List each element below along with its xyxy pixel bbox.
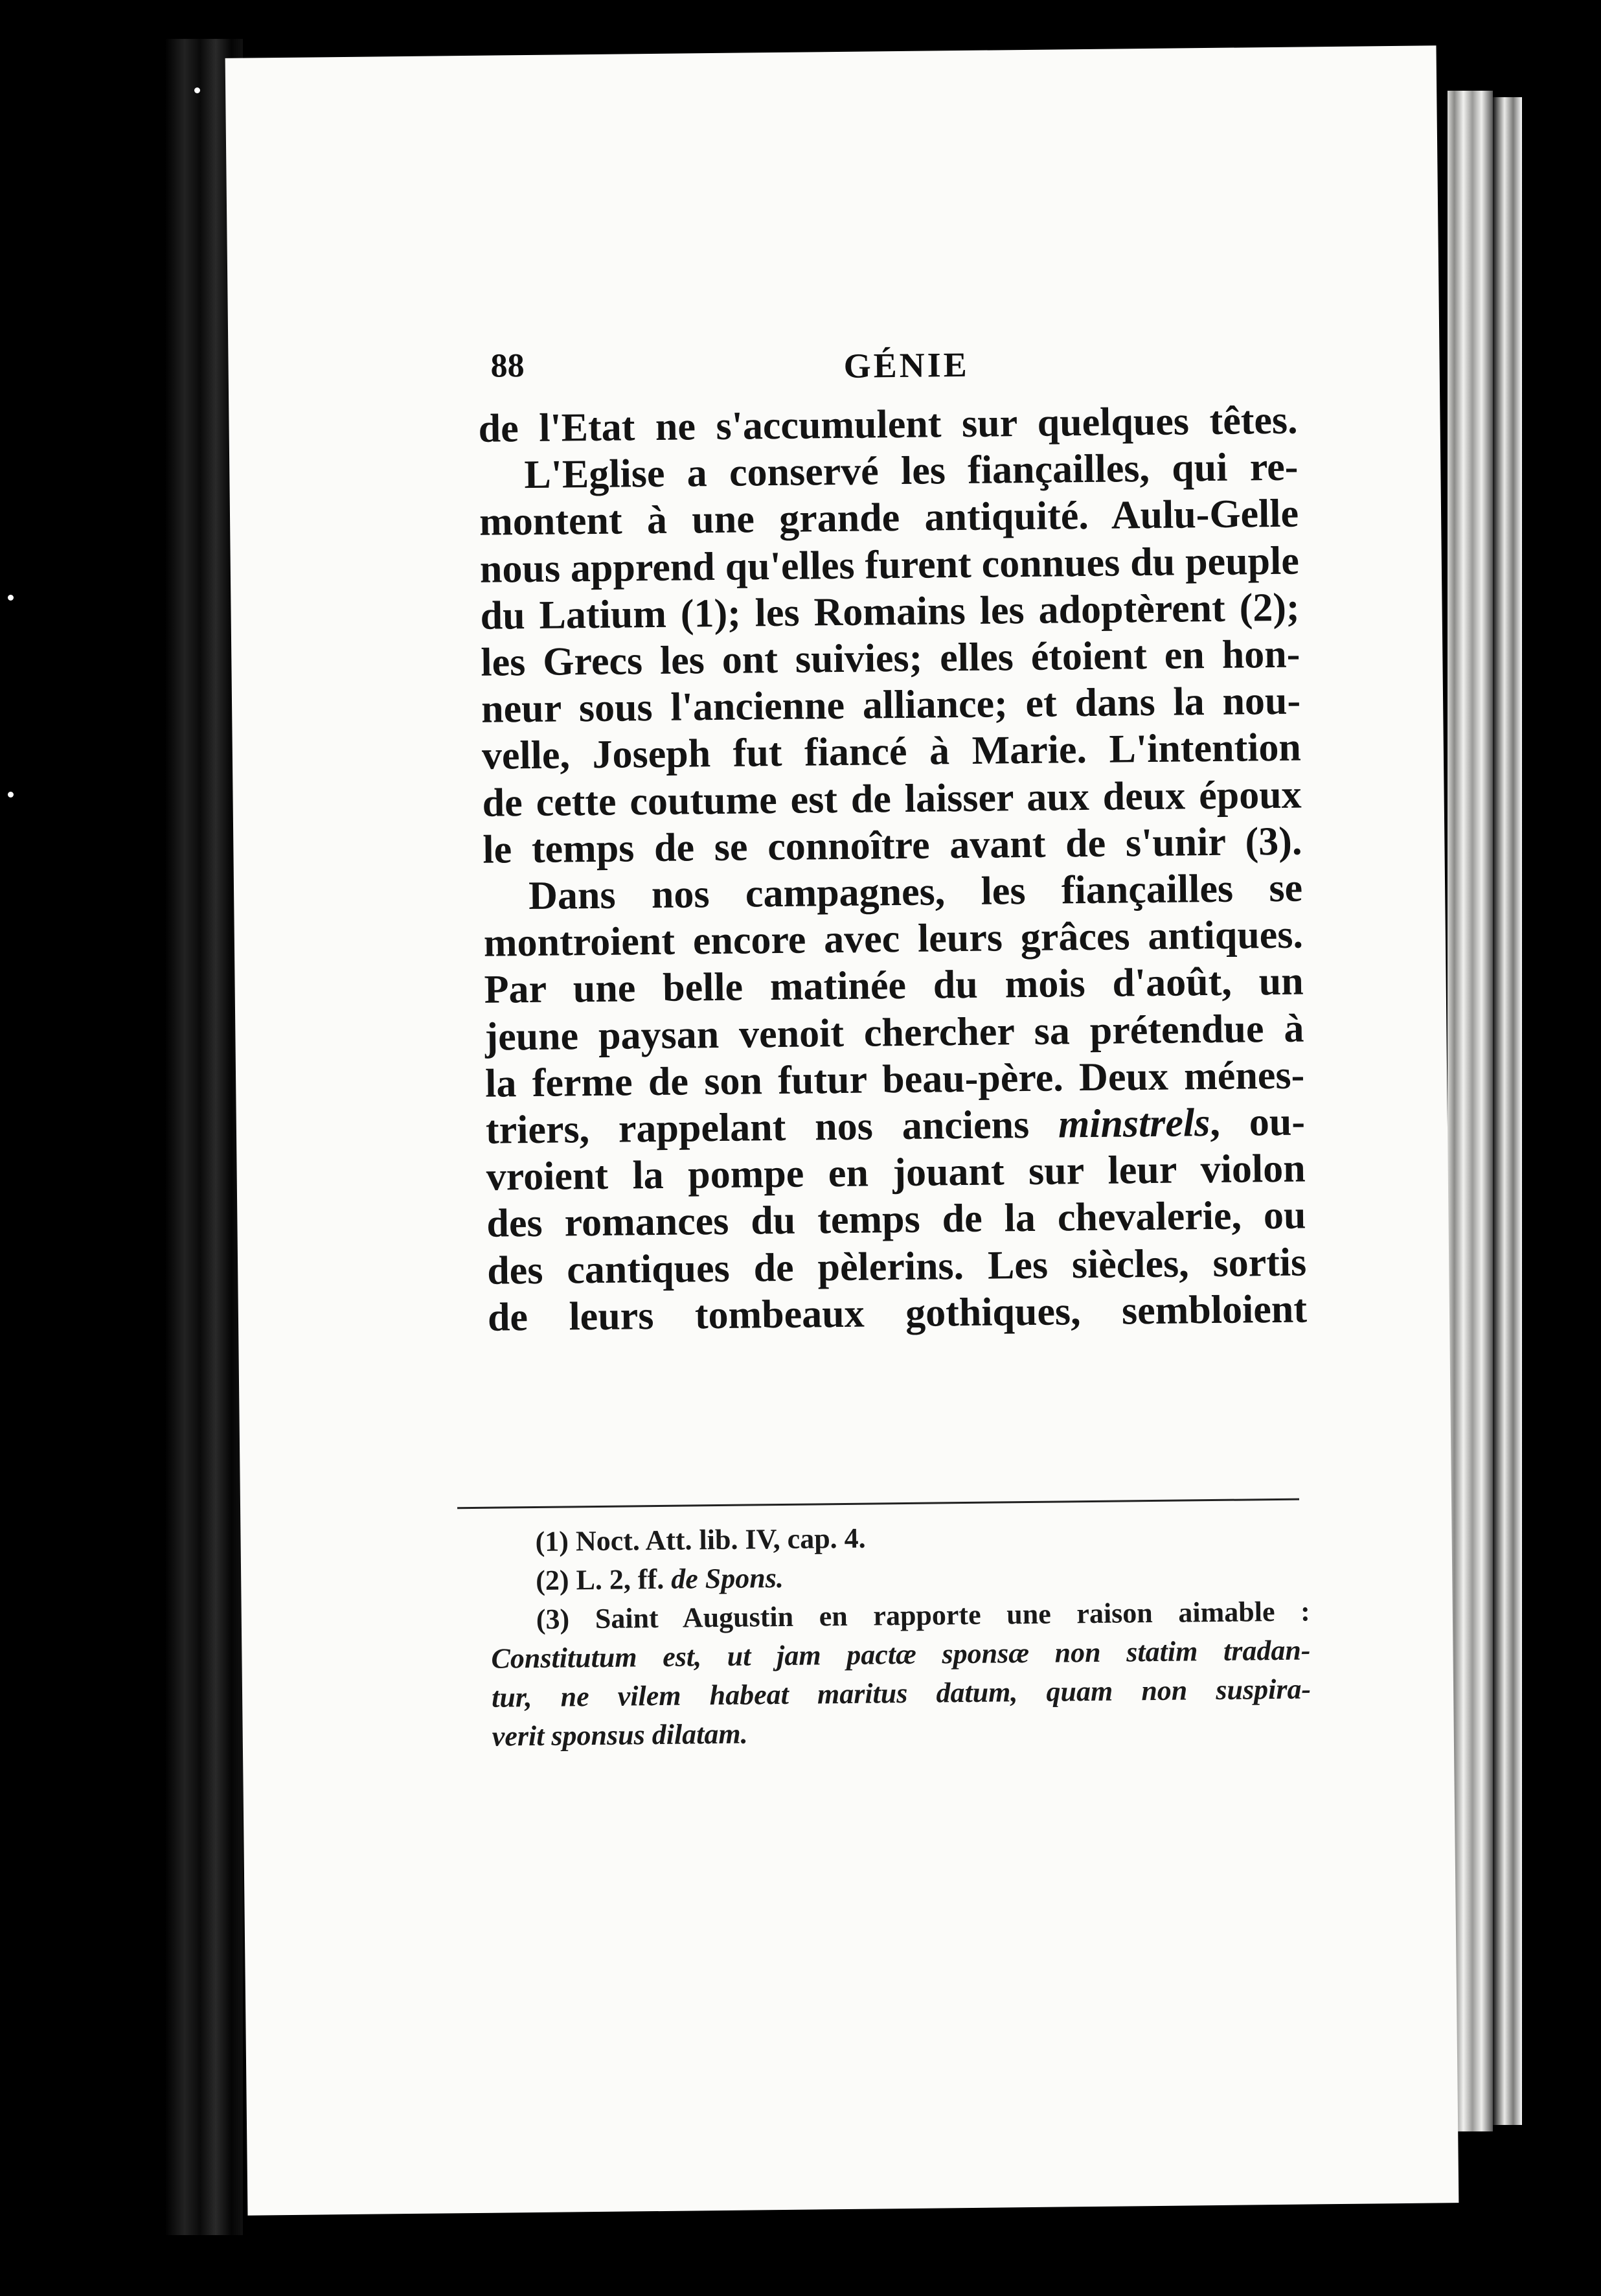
footnotes: [490, 1514, 1311, 1756]
footnote-2-text: (2) L. 2, ff.: [535, 1563, 672, 1596]
text-segment: triers, rappelant nos anciens: [485, 1102, 1059, 1153]
text-line: de cette coutume est de laisser aux deux époux: [482, 772, 1302, 825]
page-number: 88: [490, 347, 525, 385]
text-line: de l'Etat ne s'accumulent sur quelques têtes.: [478, 398, 1298, 451]
text-line: les Grecs les ont suivies; elles étoient en hon-: [481, 632, 1300, 685]
text-line: jeune paysan venoit chercher sa prétendue à: [484, 1006, 1304, 1059]
footnote-3-line: verit sponsus dilatam.: [492, 1717, 748, 1752]
scan-speck: [8, 792, 14, 798]
text-segment: , ou-: [1209, 1099, 1306, 1145]
footnote-3-line: (3) Saint Augustin en rapporte une raison aimable :: [536, 1595, 1311, 1635]
body-text: [478, 397, 1307, 1341]
text-line: Dans nos campagnes, les fiançailles se: [528, 866, 1303, 919]
text-line: des cantiques de pèlerins. Les siècles, sortis: [486, 1240, 1307, 1293]
text-line: L'Eglise a conservé les fiançailles, qui re-: [524, 444, 1299, 498]
book-page: [225, 45, 1459, 2215]
footnote-divider: [457, 1498, 1299, 1510]
text-line: montent à une grande antiquité. Aulu-Gelle: [479, 491, 1299, 545]
running-head: GÉNIE: [843, 345, 970, 385]
text-line: vroient la pompe en jouant sur leur violon: [486, 1146, 1306, 1200]
text-line: velle, Joseph fut fiancé à Marie. L'intention: [481, 725, 1302, 779]
page-fore-edge-outer: [1493, 97, 1522, 2125]
text-line: neur sous l'ancienne alliance; et dans la nou-: [481, 678, 1301, 732]
text-line: le temps de se connoître avant de s'unir (3).: [483, 819, 1302, 872]
page-header: [228, 330, 1440, 402]
text-line: de leurs tombeaux gothiques, sembloient: [487, 1287, 1308, 1340]
scan-speck: [8, 595, 14, 601]
text-line-with-italic: [486, 1099, 1306, 1154]
scan-speck: [194, 87, 200, 93]
footnote-1: (1) Noct. Att. lib. IV, cap. 4.: [535, 1522, 866, 1557]
footnote-2-italic: de Spons.: [670, 1561, 784, 1595]
text-line: montroient encore avec leurs grâces antiques.: [483, 912, 1304, 966]
footnote-3-line: tur, ne vilem habeat maritus datum, quam non suspira-: [491, 1673, 1311, 1714]
text-line: du Latium (1); les Romains les adoptèrent (2);: [480, 585, 1300, 638]
text-line: nous apprend qu'elles furent connues du peuple: [479, 538, 1300, 591]
text-line: des romances du temps de la chevalerie, ou: [486, 1193, 1306, 1246]
italic-word: minstrels: [1058, 1101, 1210, 1147]
text-line: la ferme de son futur beau-père. Deux ménes-: [484, 1053, 1305, 1106]
footnote-3-line: Constitutum est, ut jam pactæ sponsæ non statim tradan-: [491, 1634, 1311, 1675]
text-line: Par une belle matinée du mois d'août, un: [484, 959, 1304, 1013]
